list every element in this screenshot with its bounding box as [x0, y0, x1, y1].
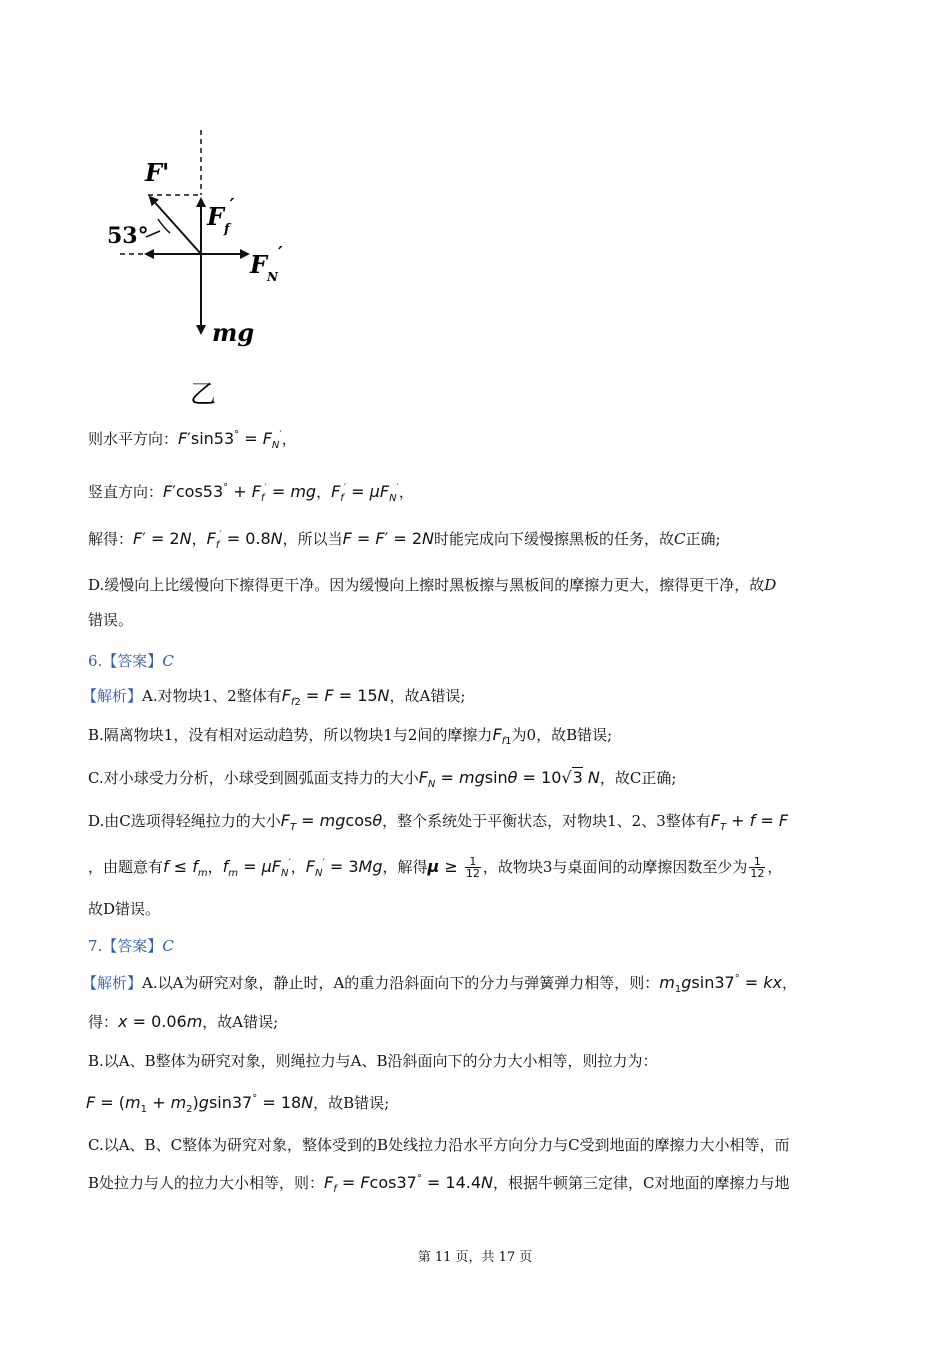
label-f-prime: F' [145, 158, 170, 187]
text-line: 错误。 [88, 611, 134, 629]
text-line: B处拉力与人的拉力大小相等，则：$F_f = Fcos37^\circ = 14.4N$，根据牛顿第三定律，C对地面的摩擦力与地 [88, 1173, 790, 1196]
text-line: B.隔离物块1，没有相对运动趋势，所以物块1与2间的摩擦力$F_{f1}$为0，故B错误; [88, 725, 613, 748]
text-line: 得：x = 0.06m，故A错误; [88, 1012, 279, 1031]
text-line: 【解析】A.以A为研究对象，静止时，A的重力沿斜面向下的分力与弹簧弹力相等，则：$m_1gsin37^\circ$ = kx， [82, 973, 798, 996]
text-line: 解得：F′ = 2N，$F_f' = 0.8N$，所以当F = F′ = 2N时能完成向下缓慢擦黑板的任务，故C正确; [88, 529, 721, 552]
text-line: 则水平方向：$F'\sin 53^\circ = F_N'$， [88, 429, 297, 452]
answer-heading-7: 7.【答案】C [88, 937, 174, 955]
text-line: $F = (m_1 + m_2)gsin37^\circ = 18N$，故B错误; [86, 1093, 390, 1116]
label-fn: $F_N'$ [250, 243, 283, 284]
page-footer: 第 11 页，共 17 页 [417, 1250, 533, 1265]
text-line: D.由C选项得轻绳拉力的大小$F_T = mgcos\theta$，整个系统处于平衡状态，对物块1、2、3整体有$F_T + f = F$ [88, 811, 789, 834]
text-line: ，由题意有$f \le f_m$，$f_m = \mu F_N'$，$F_N' = 3Mg$，解得μ ≥ $\frac{1}{12}$ ，故物块3与桌面间的动摩擦因数至少为 $\frac{1}{12}$ ， [88, 855, 783, 880]
text-line: 故D错误。 [88, 900, 161, 918]
f-prime-arrow [150, 197, 201, 254]
text-line: 【解析】A.对物块1、2整体有$F_{f2} = F = 15N$，故A错误; [82, 686, 466, 709]
figure-caption: 乙 [190, 380, 217, 410]
text-line: D.缓慢向上比缓慢向下擦得更干净。因为缓慢向上擦时黑板擦与黑板间的摩擦力更大，擦得更干净，故D [88, 576, 777, 594]
text-line: C.对小球受力分析，小球受到圆弧面支持力的大小$F_N = mgsin\theta = 10√3$ N，故C正确; [88, 768, 677, 791]
text-line: 竖直方向：$F'\cos 53^\circ + F_f'$ = mg，$F_f' = \mu F_N'$， [88, 482, 414, 505]
label-mg: mg [212, 318, 255, 347]
text-line: C.以A、B、C整体为研究对象，整体受到的B处线拉力沿水平方向分力与C受到地面的摩擦力大小相等，而 [88, 1136, 790, 1154]
text-line: B.以A、B整体为研究对象，则绳拉力与A、B沿斜面向下的分力大小相等，则拉力为： [88, 1052, 658, 1070]
answer-heading-6: 6.【答案】C [88, 652, 174, 670]
label-ff: $F_f'$ [207, 195, 235, 237]
force-diagram [100, 125, 320, 415]
label-angle: 53° [107, 223, 149, 249]
